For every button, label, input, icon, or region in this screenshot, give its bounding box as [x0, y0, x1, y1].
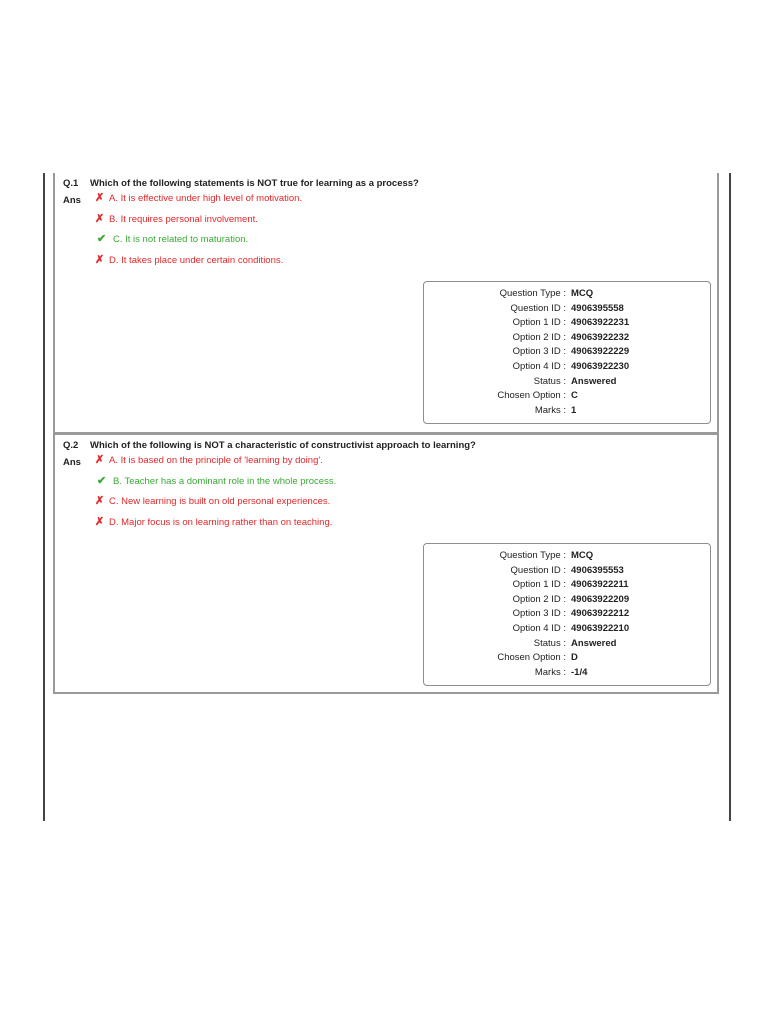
page-left-border: [43, 173, 45, 821]
option-text: D. It takes place under certain conditions.: [109, 254, 284, 266]
meta-key: Option 1 ID :: [512, 317, 566, 329]
question-block-2: [53, 432, 719, 694]
page-right-border: [729, 173, 731, 821]
meta-row-option-2-id: [424, 332, 710, 347]
meta-value: 49063922210: [571, 622, 630, 634]
option-c: [95, 234, 302, 255]
meta-row-option-4-id: [424, 361, 710, 376]
question-text: Which of the following is NOT a characteristic of constructivist approach to learning?: [90, 440, 476, 451]
meta-key: Question Type :: [499, 550, 566, 561]
meta-key: Status :: [533, 637, 566, 649]
meta-key: Option 2 ID :: [512, 331, 566, 343]
meta-value: MCQ: [571, 550, 594, 561]
meta-key: Option 3 ID :: [512, 346, 566, 358]
meta-key: Option 3 ID :: [512, 608, 566, 620]
meta-key: Option 2 ID :: [512, 593, 566, 605]
meta-row-question-id: [424, 303, 710, 318]
check-icon: ✔: [97, 474, 107, 487]
options-list: [95, 193, 302, 275]
option-c: [95, 496, 336, 517]
meta-key: Option 1 ID :: [512, 579, 566, 591]
option-a: [95, 193, 302, 214]
meta-key: Marks :: [534, 404, 566, 416]
meta-row-option-1-id: [424, 317, 710, 332]
option-text: D. Major focus is on learning rather than on teaching.: [109, 516, 333, 528]
option-text: C. It is not related to maturation.: [113, 234, 249, 245]
meta-row-question-type: [424, 550, 710, 565]
answer-label: Ans: [63, 457, 81, 468]
meta-key: Status :: [533, 375, 566, 387]
option-text: A. It is effective under high level of motivation.: [109, 193, 303, 204]
meta-value: 49063922209: [571, 593, 630, 605]
meta-row-status: [424, 376, 710, 391]
answer-label: Ans: [63, 195, 81, 206]
meta-key: Chosen Option :: [497, 652, 566, 664]
check-icon: ✔: [97, 233, 107, 245]
meta-value: 49063922231: [571, 317, 630, 329]
question-header: [63, 178, 419, 189]
question-header: [63, 440, 476, 451]
option-b: [95, 214, 302, 235]
meta-row-option-3-id: [424, 346, 710, 361]
question-meta-box: [423, 543, 711, 686]
meta-row-option-3-id: [424, 608, 710, 623]
meta-value: Answered: [571, 637, 617, 649]
cross-icon: ✗: [95, 192, 105, 204]
meta-row-chosen-option: [424, 390, 710, 405]
option-text: B. It requires personal involvement.: [109, 213, 258, 225]
meta-key: Question ID :: [510, 564, 566, 576]
meta-key: Option 4 ID :: [512, 360, 566, 372]
question-number: Q.2: [63, 440, 79, 451]
meta-value: 49063922230: [571, 360, 630, 372]
meta-row-option-1-id: [424, 579, 710, 594]
meta-value: 4906395553: [571, 564, 624, 576]
meta-key: Marks :: [534, 666, 566, 678]
meta-value: 4906395558: [571, 302, 624, 314]
option-d: [95, 517, 336, 538]
meta-value: 49063922211: [571, 579, 629, 591]
option-b: [95, 476, 336, 497]
meta-value: -1/4: [571, 666, 588, 678]
meta-value: 49063922212: [571, 608, 630, 620]
meta-value: D: [571, 652, 578, 664]
meta-row-marks: [424, 667, 710, 682]
meta-value: Answered: [571, 375, 617, 387]
cross-icon: ✗: [95, 253, 105, 266]
meta-value: 49063922229: [571, 346, 630, 358]
question-meta-box: [423, 281, 711, 424]
meta-key: Question Type :: [499, 288, 566, 299]
options-list: [95, 455, 336, 537]
meta-row-question-type: [424, 288, 710, 303]
meta-row-option-2-id: [424, 594, 710, 609]
question-text: Which of the following statements is NOT true for learning as a process?: [90, 178, 419, 189]
meta-value: C: [571, 390, 578, 402]
meta-row-marks: [424, 405, 710, 420]
question-number: Q.1: [63, 178, 79, 189]
meta-value: 1: [571, 404, 577, 416]
question-block-1: [53, 173, 719, 434]
cross-icon: ✗: [95, 515, 105, 528]
meta-row-question-id: [424, 565, 710, 580]
meta-value: MCQ: [571, 288, 594, 299]
option-text: A. It is based on the principle of 'learning by doing'.: [109, 455, 323, 466]
meta-row-option-4-id: [424, 623, 710, 638]
meta-value: 49063922232: [571, 331, 630, 343]
option-text: C. New learning is built on old personal experiences.: [109, 496, 331, 507]
cross-icon: ✗: [95, 495, 105, 507]
cross-icon: ✗: [95, 212, 105, 225]
meta-row-status: [424, 638, 710, 653]
cross-icon: ✗: [95, 454, 105, 466]
meta-key: Option 4 ID :: [512, 622, 566, 634]
meta-key: Chosen Option :: [497, 390, 566, 402]
option-a: [95, 455, 336, 476]
option-text: B. Teacher has a dominant role in the whole process.: [113, 475, 337, 487]
meta-key: Question ID :: [510, 302, 566, 314]
option-d: [95, 255, 302, 276]
meta-row-chosen-option: [424, 652, 710, 667]
